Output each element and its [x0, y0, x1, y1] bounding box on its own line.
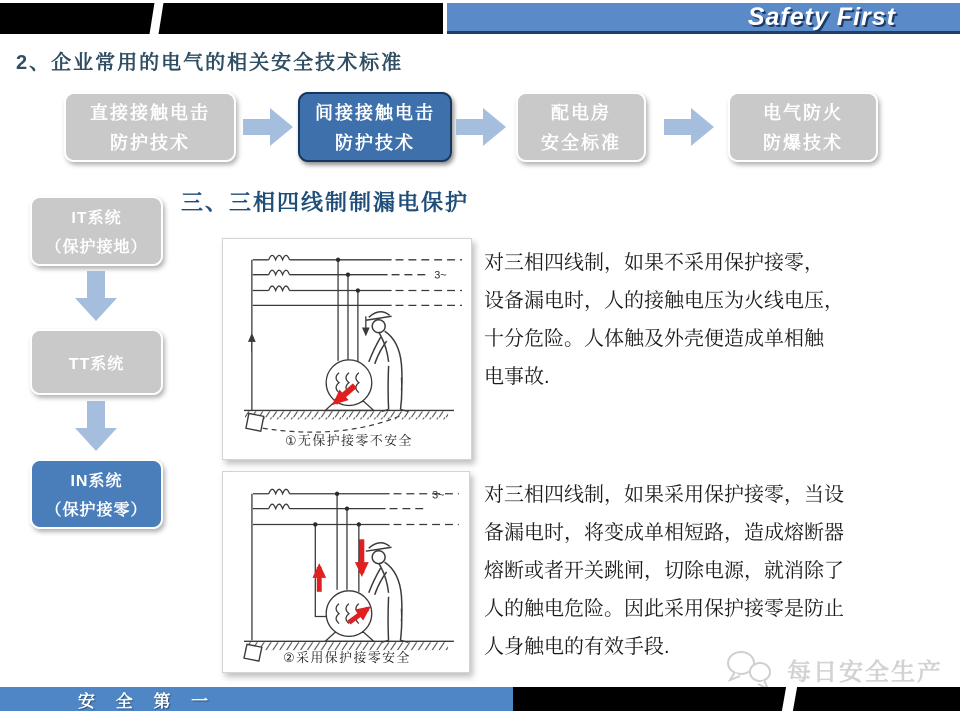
side-box-label: IT系统 — [71, 209, 122, 227]
text-line: 备漏电时，将变成单相短路，造成熔断器 — [484, 522, 844, 544]
section-title: 三、三相四线制制漏电保护 — [181, 190, 470, 215]
paragraph1 — [484, 244, 954, 396]
flow-box-power-room — [516, 92, 646, 162]
header-title: Safety First — [747, 2, 896, 31]
text-line: 人的触电危险。因此采用保护接零是防止 — [484, 598, 844, 620]
text-line: 电事故. — [484, 366, 550, 388]
flow-box-label: 防护技术 — [110, 133, 190, 154]
figure2-diagram — [223, 472, 467, 670]
flow-arrow-down-icon — [74, 271, 118, 321]
footer-bar-blue — [0, 687, 513, 711]
motor — [325, 360, 374, 411]
footer-slogan: 安 全 第 一 — [78, 691, 217, 711]
flow-box-direct-contact — [64, 92, 236, 162]
figure1-caption: ①无保护接零不安全 — [285, 433, 413, 449]
text-line: 对三相四线制，如果不采用保护接零， — [484, 252, 824, 274]
flow-box-label: 安全标准 — [541, 133, 621, 154]
watermark — [723, 646, 943, 692]
figure2-line-label: 3~ — [432, 489, 445, 502]
flow-arrow-down-icon — [74, 401, 118, 451]
footer-bar-black — [513, 687, 960, 711]
flow-box-label: 电气防火 — [763, 102, 843, 123]
figure2-caption: ②采用保护接零安全 — [283, 650, 411, 666]
flow-arrow-right-icon — [664, 106, 714, 148]
side-box-tt-system — [30, 329, 163, 395]
flow-box-label: 配电房 — [551, 102, 611, 123]
motor — [325, 591, 374, 641]
text-line: 人身触电的有效手段. — [484, 636, 670, 658]
text-line: 对三相四线制，如果采用保护接零，当设 — [484, 484, 844, 506]
side-box-in-system — [30, 459, 163, 529]
page-heading: 2、企业常用的电气的相关安全技术标准 — [16, 52, 404, 74]
figure1-panel — [222, 238, 472, 460]
flow-box-fire-explosion — [728, 92, 878, 162]
text-line: 十分危险。人体触及外壳便造成单相触 — [484, 328, 824, 350]
flow-box-label: 防护技术 — [335, 133, 415, 154]
side-box-label: TT系统 — [68, 355, 125, 373]
side-box-it-system — [30, 196, 163, 266]
watermark-text: 每日安全生产 — [787, 658, 943, 686]
side-box-label: IN系统 — [70, 472, 123, 490]
flow-arrow-right-icon — [243, 106, 293, 148]
figure1-diagram — [223, 239, 469, 457]
paragraph2 — [484, 476, 954, 666]
watermark-logo-icon — [723, 646, 781, 692]
text-line: 熔断或者开关跳闸，切除电源，就消除了 — [484, 560, 844, 582]
side-box-label: （保护接零） — [45, 502, 148, 520]
flow-box-label: 防爆技术 — [763, 133, 843, 154]
flow-box-label: 间接接触电击 — [315, 102, 435, 123]
side-box-label: （保护接地） — [45, 239, 148, 257]
worker-figure — [366, 543, 409, 643]
flow-arrow-right-icon — [456, 106, 506, 148]
worker-figure — [366, 312, 409, 412]
ground — [244, 410, 454, 432]
top-bar-blue — [447, 3, 960, 34]
flow-box-indirect-contact — [298, 92, 452, 162]
figure2-panel — [222, 471, 470, 673]
top-bar-black — [0, 3, 443, 34]
flow-box-label: 直接接触电击 — [90, 102, 210, 123]
figure1-line-label: 3~ — [434, 269, 447, 282]
text-line: 设备漏电时，人的接触电压为火线电压， — [484, 290, 844, 312]
